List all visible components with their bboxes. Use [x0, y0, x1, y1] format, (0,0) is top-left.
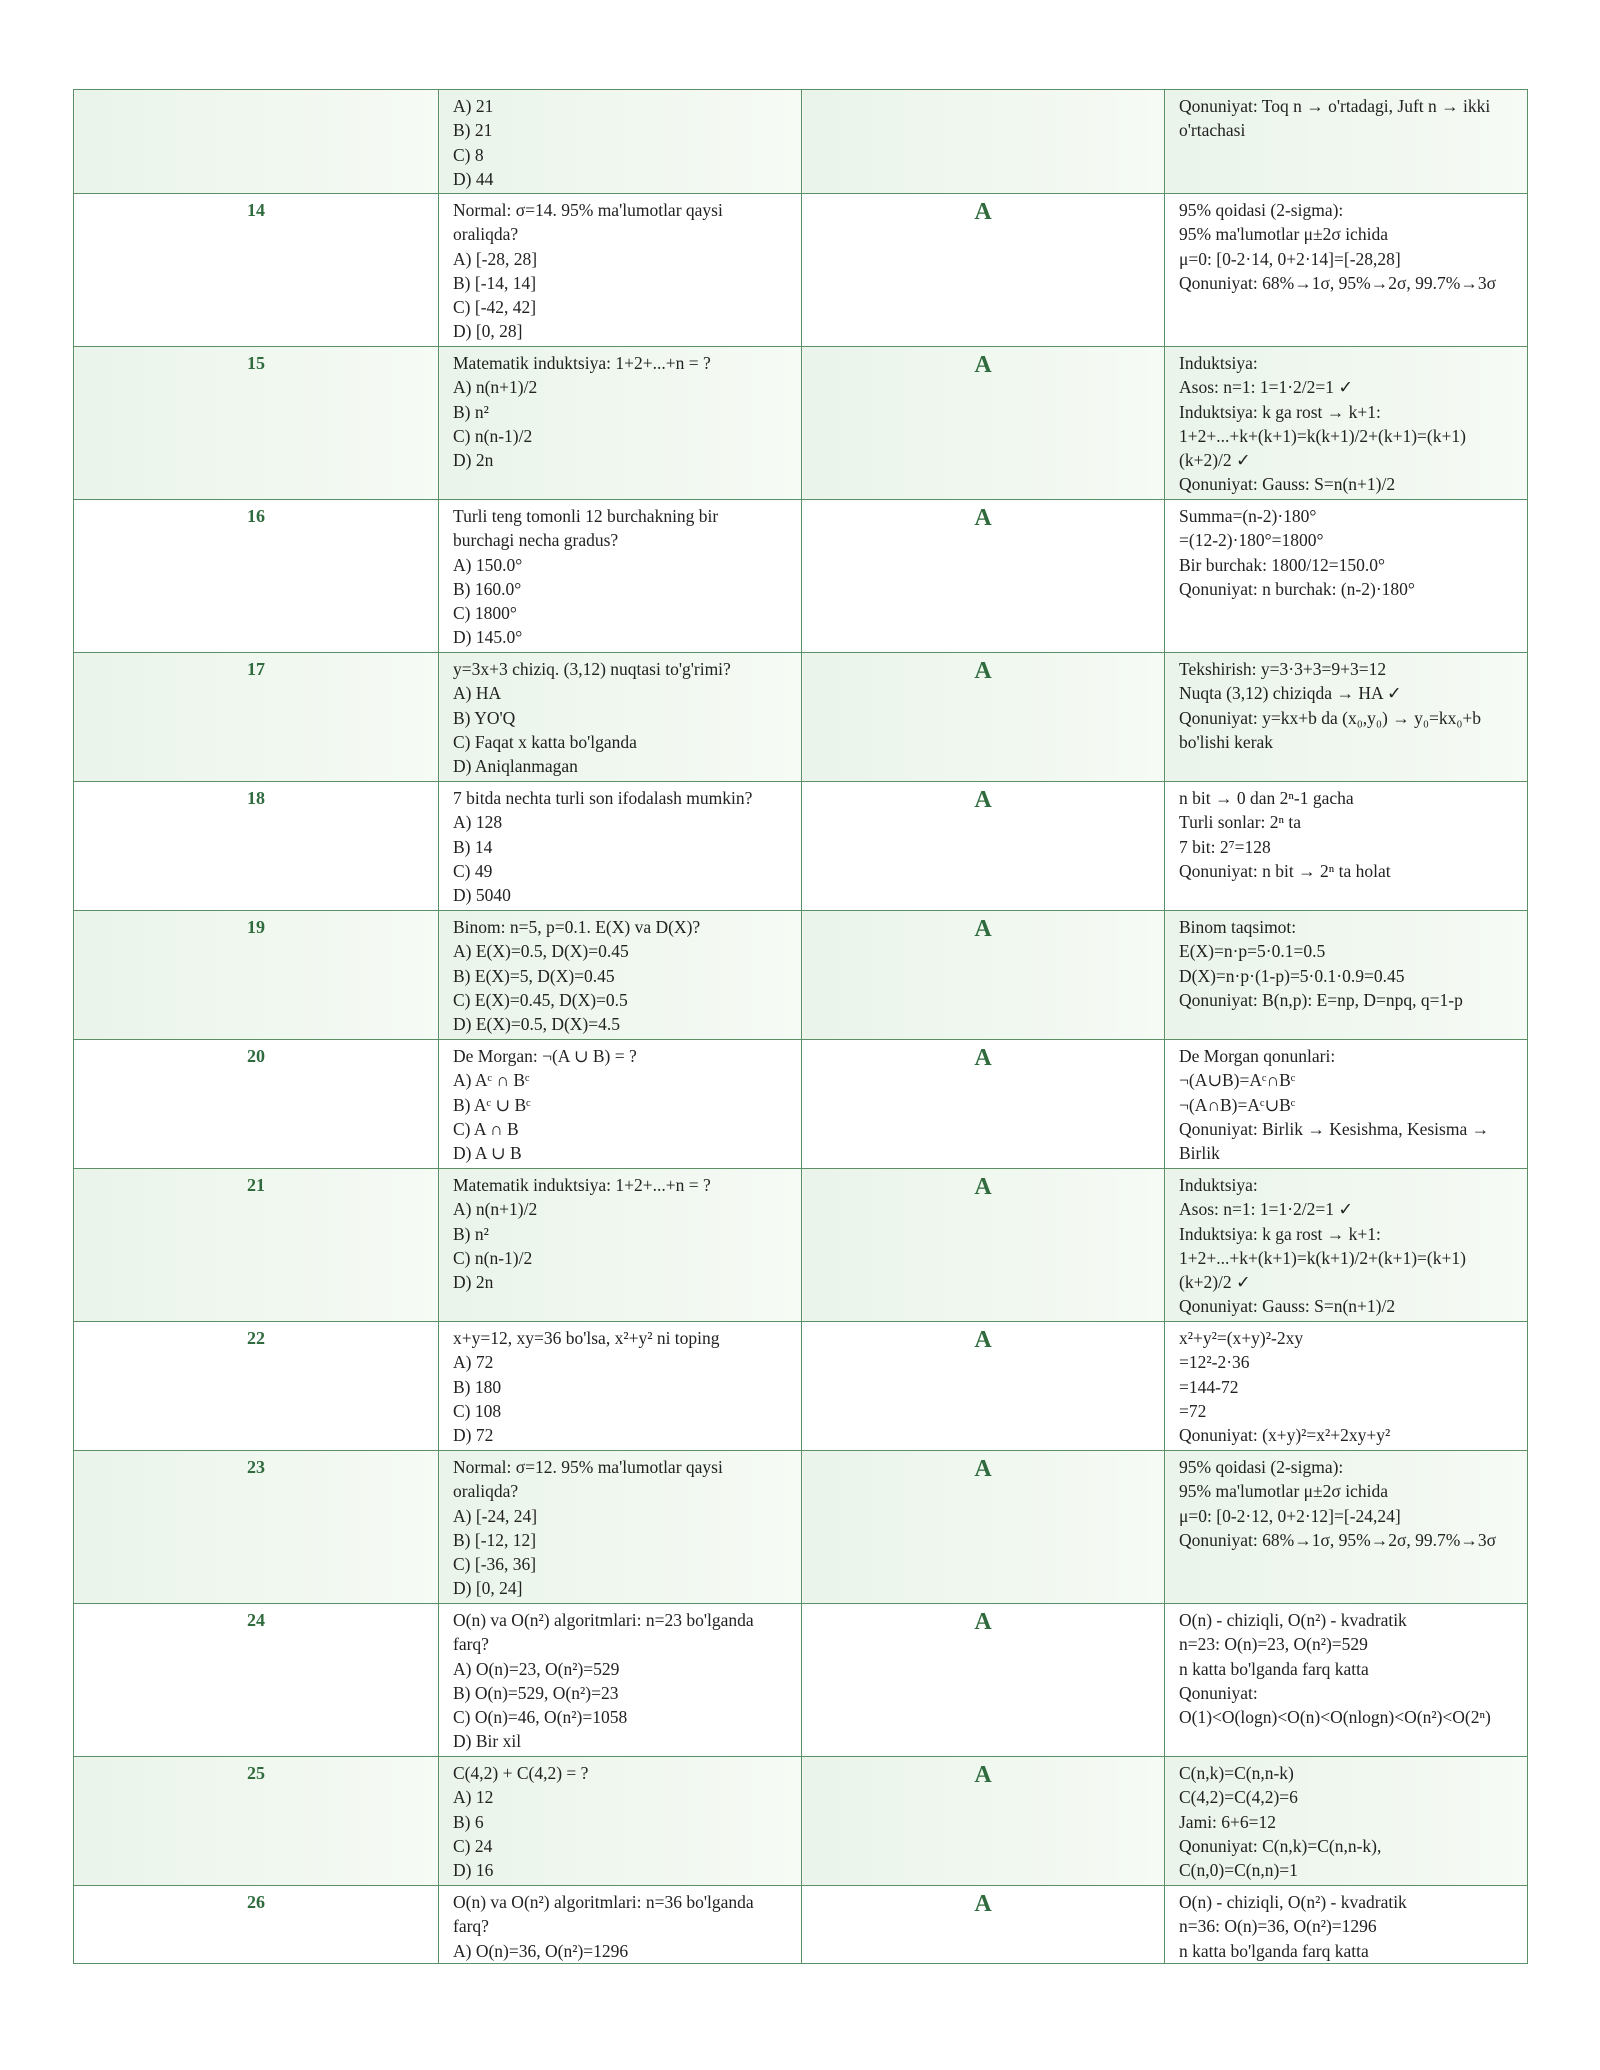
- answer-table: [73, 89, 1528, 1964]
- question-line: D) [0, 24]: [453, 1578, 523, 1599]
- question-line: Matematik induktsiya: 1+2+...+n = ?: [453, 1175, 711, 1195]
- explanation-line: Asos: n=1: 1=1·2/2=1 ✓: [1179, 1199, 1354, 1220]
- question-line: D) 145.0°: [453, 627, 523, 648]
- question-line: C) Faqat x katta bo'lganda: [453, 731, 637, 752]
- explanation-cell: [1165, 653, 1528, 782]
- explanation-cell: [1165, 194, 1528, 347]
- question-line: C) n(n-1)/2: [453, 425, 533, 446]
- question-cell: [439, 1451, 802, 1604]
- question-number-cell: 19: [74, 911, 439, 1040]
- table-row: [74, 90, 1528, 194]
- explanation-line: x²+y²=(x+y)²-2xy: [1179, 1328, 1304, 1348]
- explanation-line: O(n) - chiziqli, O(n²) - kvadratik: [1179, 1610, 1407, 1630]
- explanation-cell: [1165, 90, 1528, 194]
- table-row: [74, 194, 1528, 347]
- question-number-cell: [74, 90, 439, 194]
- explanation-line: Binom taqsimot:: [1179, 917, 1297, 937]
- question-line: A) [-28, 28]: [453, 248, 538, 269]
- explanation-line: =72: [1179, 1400, 1207, 1421]
- question-line: C) E(X)=0.45, D(X)=0.5: [453, 989, 628, 1010]
- explanation-line: E(X)=n·p=5·0.1=0.5: [1179, 941, 1326, 962]
- explanation-line: C(4,2)=C(4,2)=6: [1179, 1787, 1298, 1808]
- explanation-line: Qonuniyat: Toq n → o'rtadagi, Juft n → ikki: [1179, 96, 1491, 116]
- question-line: D) 5040: [453, 885, 511, 906]
- explanation-line: 95% qoidasi (2-sigma):: [1179, 1457, 1344, 1477]
- explanation-line: Qonuniyat: (x+y)²=x²+2xy+y²: [1179, 1425, 1391, 1446]
- question-cell: [439, 1604, 802, 1757]
- question-line: B) [-12, 12]: [453, 1529, 537, 1550]
- question-line: B) n²: [453, 401, 489, 422]
- explanation-cell: [1165, 1757, 1528, 1886]
- question-line: C) [-36, 36]: [453, 1554, 537, 1575]
- explanation-line: Qonuniyat: Birlik → Kesishma, Kesisma →: [1179, 1118, 1490, 1139]
- explanation-cell: [1165, 1886, 1528, 1964]
- table-row: [74, 347, 1528, 500]
- question-line: A) 150.0°: [453, 554, 523, 575]
- question-line: x+y=12, xy=36 bo'lsa, x²+y² ni toping: [453, 1328, 720, 1348]
- explanation-line: =12²-2·36: [1179, 1352, 1250, 1373]
- question-line: B) E(X)=5, D(X)=0.45: [453, 965, 615, 986]
- question-cell: [439, 653, 802, 782]
- explanation-line: Birlik: [1179, 1143, 1220, 1164]
- table-row: [74, 500, 1528, 653]
- question-cell: [439, 782, 802, 911]
- question-number-cell: 18: [74, 782, 439, 911]
- explanation-line: (k+2)/2 ✓: [1179, 1272, 1251, 1293]
- question-line: D) 16: [453, 1860, 494, 1881]
- question-cell: [439, 500, 802, 653]
- explanation-cell: [1165, 347, 1528, 500]
- explanation-line: Summa=(n-2)·180°: [1179, 506, 1317, 526]
- explanation-line: 7 bit: 2⁷=128: [1179, 836, 1271, 857]
- explanation-cell: [1165, 1040, 1528, 1169]
- explanation-line: C(n,k)=C(n,n-k): [1179, 1763, 1294, 1783]
- explanation-line: Qonuniyat: C(n,k)=C(n,n-k),: [1179, 1835, 1382, 1856]
- explanation-line: O(1)<O(logn)<O(n)<O(nlogn)<O(n²)<O(2ⁿ): [1179, 1707, 1491, 1728]
- question-cell: [439, 1322, 802, 1451]
- question-line: O(n) va O(n²) algoritmlari: n=36 bo'lganda: [453, 1892, 754, 1912]
- question-line: C) O(n)=46, O(n²)=1058: [453, 1707, 628, 1728]
- explanation-line: n=23: O(n)=23, O(n²)=529: [1179, 1634, 1368, 1655]
- question-number-cell: 14: [74, 194, 439, 347]
- explanation-line: Qonuniyat: y=kx+b da (x₀,y₀) → y₀=kx₀+b: [1179, 707, 1482, 728]
- question-line: D) 72: [453, 1425, 494, 1446]
- explanation-line: Qonuniyat: n burchak: (n-2)·180°: [1179, 578, 1415, 599]
- question-line: C) A ∩ B: [453, 1118, 519, 1139]
- question-line: B) YO'Q: [453, 707, 516, 728]
- question-line: oraliqda?: [453, 224, 519, 245]
- question-line: A) O(n)=23, O(n²)=529: [453, 1658, 620, 1679]
- question-cell: [439, 911, 802, 1040]
- question-cell: [439, 1757, 802, 1886]
- question-line: De Morgan: ¬(A ∪ B) = ?: [453, 1046, 637, 1066]
- explanation-line: Turli sonlar: 2ⁿ ta: [1179, 812, 1302, 833]
- answer-cell: [802, 90, 1165, 194]
- explanation-line: Tekshirish: y=3·3+3=9+3=12: [1179, 659, 1387, 679]
- table-row: [74, 782, 1528, 911]
- explanation-line: μ=0: [0-2·14, 0+2·14]=[-28,28]: [1179, 248, 1401, 269]
- answer-cell: A: [802, 500, 1165, 653]
- answer-cell: A: [802, 1322, 1165, 1451]
- explanation-line: n=36: O(n)=36, O(n²)=1296: [1179, 1916, 1377, 1937]
- question-cell: [439, 347, 802, 500]
- table-row: [74, 653, 1528, 782]
- question-line: A) E(X)=0.5, D(X)=0.45: [453, 941, 629, 962]
- explanation-line: =144-72: [1179, 1376, 1239, 1397]
- question-number-cell: 16: [74, 500, 439, 653]
- question-line: Matematik induktsiya: 1+2+...+n = ?: [453, 353, 711, 373]
- answer-table-body: [74, 90, 1528, 1964]
- explanation-line: n katta bo'lganda farq katta: [1179, 1658, 1369, 1679]
- question-line: D) 2n: [453, 1272, 494, 1293]
- question-cell: [439, 1169, 802, 1322]
- question-line: O(n) va O(n²) algoritmlari: n=23 bo'lganda: [453, 1610, 754, 1630]
- answer-cell: A: [802, 1604, 1165, 1757]
- explanation-line: 1+2+...+k+(k+1)=k(k+1)/2+(k+1)=(k+1): [1179, 1247, 1466, 1268]
- question-line: Binom: n=5, p=0.1. E(X) va D(X)?: [453, 917, 701, 937]
- explanation-line: ¬(A∩B)=Aᶜ∪Bᶜ: [1179, 1094, 1296, 1115]
- table-row: [74, 1886, 1528, 1964]
- table-row: [74, 911, 1528, 1040]
- question-line: A) n(n+1)/2: [453, 1199, 538, 1220]
- explanation-line: Induktsiya:: [1179, 353, 1258, 373]
- explanation-line: n katta bo'lganda farq katta: [1179, 1940, 1369, 1961]
- question-line: A) 12: [453, 1787, 494, 1808]
- explanation-line: 95% ma'lumotlar μ±2σ ichida: [1179, 224, 1388, 245]
- question-line: farq?: [453, 1634, 489, 1655]
- question-line: B) 6: [453, 1811, 484, 1832]
- question-line: B) n²: [453, 1223, 489, 1244]
- explanation-cell: [1165, 1451, 1528, 1604]
- answer-cell: A: [802, 1451, 1165, 1604]
- question-line: 7 bitda nechta turli son ifodalash mumkin?: [453, 788, 753, 808]
- question-line: A) n(n+1)/2: [453, 377, 538, 398]
- question-number-cell: 24: [74, 1604, 439, 1757]
- explanation-line: Qonuniyat: Gauss: S=n(n+1)/2: [1179, 1296, 1396, 1317]
- question-line: D) E(X)=0.5, D(X)=4.5: [453, 1014, 620, 1035]
- question-number-cell: 25: [74, 1757, 439, 1886]
- question-line: oraliqda?: [453, 1481, 519, 1502]
- question-line: B) 21: [453, 120, 493, 141]
- answer-cell: A: [802, 782, 1165, 911]
- question-line: Normal: σ=14. 95% ma'lumotlar qaysi: [453, 200, 723, 220]
- question-line: A) [-24, 24]: [453, 1505, 538, 1526]
- question-line: B) 14: [453, 836, 493, 857]
- question-line: Turli teng tomonli 12 burchakning bir: [453, 506, 719, 526]
- question-line: C) 24: [453, 1835, 493, 1856]
- explanation-line: C(n,0)=C(n,n)=1: [1179, 1860, 1298, 1881]
- explanation-line: n bit → 0 dan 2ⁿ-1 gacha: [1179, 788, 1354, 808]
- question-line: farq?: [453, 1916, 489, 1937]
- explanation-cell: [1165, 1169, 1528, 1322]
- table-row: [74, 1169, 1528, 1322]
- explanation-line: Bir burchak: 1800/12=150.0°: [1179, 554, 1385, 575]
- question-line: D) Aniqlanmagan: [453, 756, 578, 777]
- explanation-line: D(X)=n·p·(1-p)=5·0.1·0.9=0.45: [1179, 965, 1405, 986]
- question-line: B) 160.0°: [453, 578, 522, 599]
- question-line: B) Aᶜ ∪ Bᶜ: [453, 1094, 531, 1115]
- question-number-cell: 15: [74, 347, 439, 500]
- table-row: [74, 1757, 1528, 1886]
- question-cell: [439, 194, 802, 347]
- explanation-line: bo'lishi kerak: [1179, 731, 1274, 752]
- question-line: C) 1800°: [453, 603, 517, 624]
- explanation-line: Induktsiya: k ga rost → k+1:: [1179, 401, 1381, 422]
- question-line: D) A ∪ B: [453, 1143, 522, 1164]
- explanation-line: Qonuniyat: 68%→1σ, 95%→2σ, 99.7%→3σ: [1179, 272, 1497, 293]
- question-number-cell: 17: [74, 653, 439, 782]
- question-line: A) Aᶜ ∩ Bᶜ: [453, 1070, 530, 1091]
- explanation-line: Qonuniyat: Gauss: S=n(n+1)/2: [1179, 474, 1396, 495]
- explanation-line: Qonuniyat: n bit → 2ⁿ ta holat: [1179, 860, 1391, 881]
- question-cell: [439, 90, 802, 194]
- answer-cell: A: [802, 911, 1165, 1040]
- question-line: C) n(n-1)/2: [453, 1247, 533, 1268]
- explanation-cell: [1165, 1322, 1528, 1451]
- question-line: B) [-14, 14]: [453, 272, 537, 293]
- question-line: A) HA: [453, 683, 502, 704]
- question-line: A) O(n)=36, O(n²)=1296: [453, 1940, 629, 1961]
- explanation-line: Induktsiya:: [1179, 1175, 1258, 1195]
- table-row: [74, 1604, 1528, 1757]
- explanation-line: Induktsiya: k ga rost → k+1:: [1179, 1223, 1381, 1244]
- explanation-line: 95% ma'lumotlar μ±2σ ichida: [1179, 1481, 1388, 1502]
- question-number-cell: 26: [74, 1886, 439, 1964]
- answer-cell: A: [802, 1040, 1165, 1169]
- table-row: [74, 1322, 1528, 1451]
- explanation-line: Qonuniyat: 68%→1σ, 95%→2σ, 99.7%→3σ: [1179, 1529, 1497, 1550]
- question-line: Normal: σ=12. 95% ma'lumotlar qaysi: [453, 1457, 723, 1477]
- question-line: C) 8: [453, 144, 484, 165]
- explanation-line: Asos: n=1: 1=1·2/2=1 ✓: [1179, 377, 1354, 398]
- question-line: A) 21: [453, 96, 494, 116]
- question-number-cell: 22: [74, 1322, 439, 1451]
- explanation-cell: [1165, 782, 1528, 911]
- explanation-line: 95% qoidasi (2-sigma):: [1179, 200, 1344, 220]
- question-line: D) 2n: [453, 450, 494, 471]
- question-cell: [439, 1886, 802, 1964]
- explanation-line: (k+2)/2 ✓: [1179, 450, 1251, 471]
- question-line: D) [0, 28]: [453, 321, 523, 342]
- explanation-line: o'rtachasi: [1179, 120, 1246, 141]
- explanation-line: Qonuniyat:: [1179, 1682, 1258, 1703]
- explanation-line: O(n) - chiziqli, O(n²) - kvadratik: [1179, 1892, 1407, 1912]
- explanation-cell: [1165, 911, 1528, 1040]
- question-line: B) 180: [453, 1376, 502, 1397]
- answer-cell: A: [802, 194, 1165, 347]
- answer-cell: A: [802, 1169, 1165, 1322]
- answer-cell: A: [802, 1886, 1165, 1964]
- question-line: y=3x+3 chiziq. (3,12) nuqtasi to'g'rimi?: [453, 659, 731, 679]
- question-line: C(4,2) + C(4,2) = ?: [453, 1763, 589, 1783]
- question-line: C) 108: [453, 1400, 502, 1421]
- explanation-line: =(12-2)·180°=1800°: [1179, 530, 1324, 551]
- question-line: D) 44: [453, 168, 494, 189]
- question-cell: [439, 1040, 802, 1169]
- question-line: B) O(n)=529, O(n²)=23: [453, 1682, 619, 1703]
- question-line: A) 128: [453, 812, 503, 833]
- explanation-line: Jami: 6+6=12: [1179, 1811, 1277, 1832]
- question-number-cell: 23: [74, 1451, 439, 1604]
- question-line: burchagi necha gradus?: [453, 530, 619, 551]
- table-row: [74, 1451, 1528, 1604]
- question-line: D) Bir xil: [453, 1731, 522, 1752]
- question-line: A) 72: [453, 1352, 494, 1373]
- question-number-cell: 20: [74, 1040, 439, 1169]
- question-number-cell: 21: [74, 1169, 439, 1322]
- explanation-line: De Morgan qonunlari:: [1179, 1046, 1336, 1066]
- table-row: [74, 1040, 1528, 1169]
- explanation-line: μ=0: [0-2·12, 0+2·12]=[-24,24]: [1179, 1505, 1401, 1526]
- explanation-line: ¬(A∪B)=Aᶜ∩Bᶜ: [1179, 1070, 1296, 1091]
- question-line: C) [-42, 42]: [453, 297, 537, 318]
- explanation-cell: [1165, 1604, 1528, 1757]
- explanation-cell: [1165, 500, 1528, 653]
- answer-cell: A: [802, 347, 1165, 500]
- explanation-line: 1+2+...+k+(k+1)=k(k+1)/2+(k+1)=(k+1): [1179, 425, 1466, 446]
- answer-cell: A: [802, 1757, 1165, 1886]
- answer-cell: A: [802, 653, 1165, 782]
- explanation-line: Qonuniyat: B(n,p): E=np, D=npq, q=1-p: [1179, 989, 1463, 1010]
- question-line: C) 49: [453, 860, 493, 881]
- explanation-line: Nuqta (3,12) chiziqda → HA ✓: [1179, 683, 1402, 704]
